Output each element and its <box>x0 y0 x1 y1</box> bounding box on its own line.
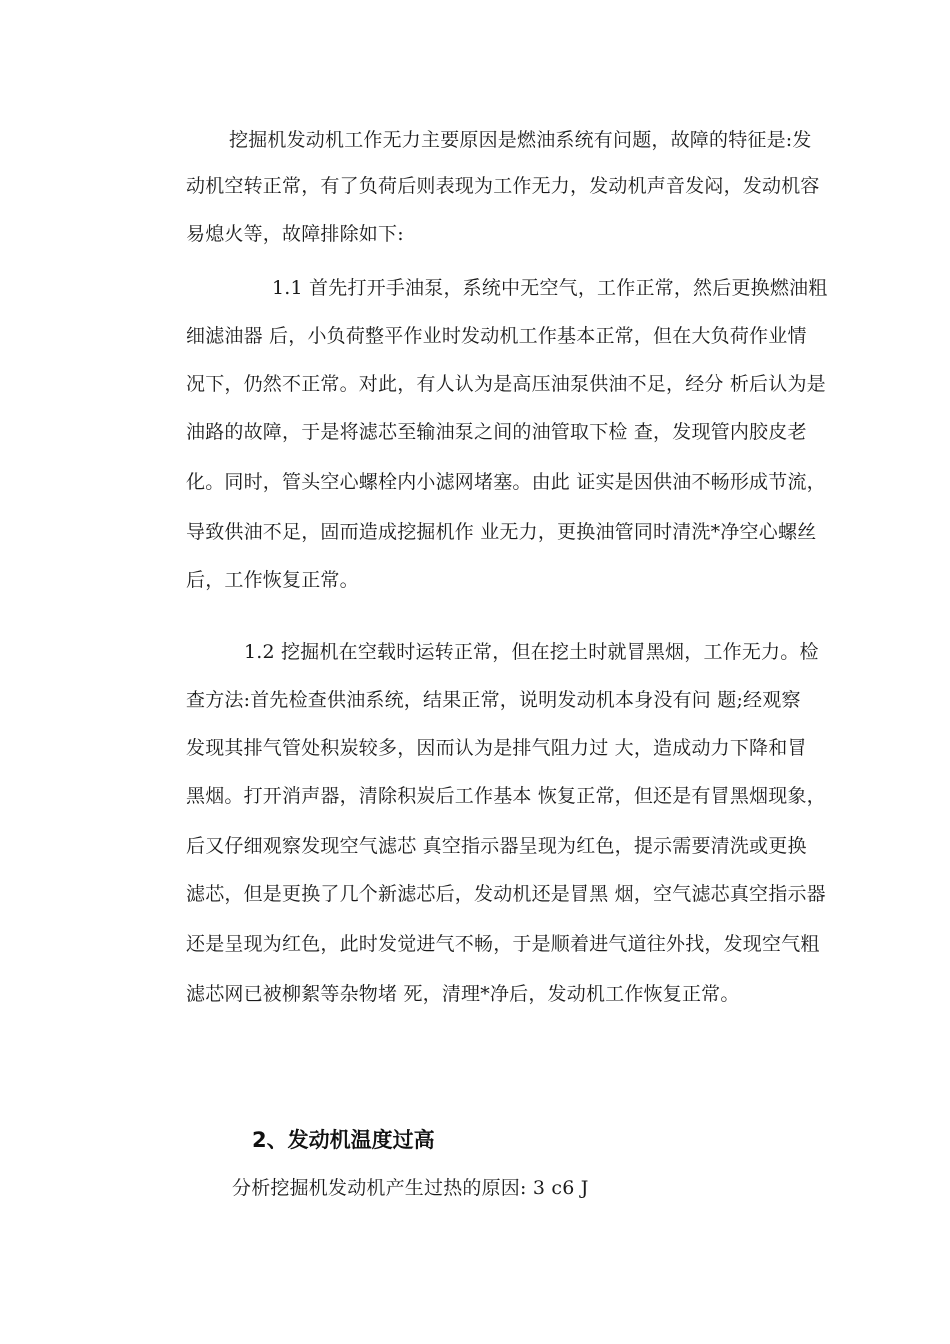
text-line: 还是呈现为红色，此时发觉进气不畅，于是顺着进气道往外找，发现空气粗 <box>186 933 820 955</box>
text-line: 1.2 挖掘机在空载时运转正常，但在挖土时就冒黑烟，工作无力。检 <box>244 641 819 663</box>
text-line: 后，工作恢复正常。 <box>186 569 359 591</box>
text-line: 细滤油器 后，小负荷整平作业时发动机工作基本正常，但在大负荷作业情 <box>186 325 807 347</box>
text-line: 况下，仍然不正常。对此，有人认为是高压油泵供油不足，经分 析后认为是 <box>186 373 826 395</box>
text-line: 化。同时，管头空心螺栓内小滤网堵塞。由此 证实是因供油不畅形成节流， <box>186 471 826 493</box>
text-line: 发现其排气管处积炭较多，因而认为是排气阻力过 大，造成动力下降和冒 <box>186 737 807 759</box>
text-line: 滤芯网已被柳絮等杂物堵 死，清理*净后，发动机工作恢复正常。 <box>186 983 740 1005</box>
section-heading: 2、发动机温度过高 <box>252 1128 435 1152</box>
text-line: 油路的故障，于是将滤芯至输油泵之间的油管取下检 查，发现管内胶皮老 <box>186 421 807 443</box>
text-line: 易熄火等，故障排除如下: <box>186 223 404 245</box>
text-line: 1.1 首先打开手油泵，系统中无空气，工作正常，然后更换燃油粗 <box>272 277 828 299</box>
text-line: 挖掘机发动机工作无力主要原因是燃油系统有问题，故障的特征是:发 <box>229 129 812 151</box>
text-line: 导致供油不足，固而造成挖掘机作 业无力，更换油管同时清洗*净空心螺丝 <box>186 521 817 543</box>
text-line: 分析挖掘机发动机产生过热的原因: 3 c6 J <box>232 1177 589 1199</box>
text-line: 黑烟。打开消声器，清除积炭后工作基本 恢复正常，但还是有冒黑烟现象， <box>186 785 826 807</box>
text-line: 查方法:首先检查供油系统，结果正常，说明发动机本身没有问 题;经观察 <box>186 689 801 711</box>
text-line: 滤芯，但是更换了几个新滤芯后，发动机还是冒黑 烟，空气滤芯真空指示器 <box>186 883 826 905</box>
text-line: 动机空转正常，有了负荷后则表现为工作无力，发动机声音发闷，发动机容 <box>186 175 820 197</box>
text-line: 后又仔细观察发现空气滤芯 真空指示器呈现为红色，提示需要清洗或更换 <box>186 835 807 857</box>
